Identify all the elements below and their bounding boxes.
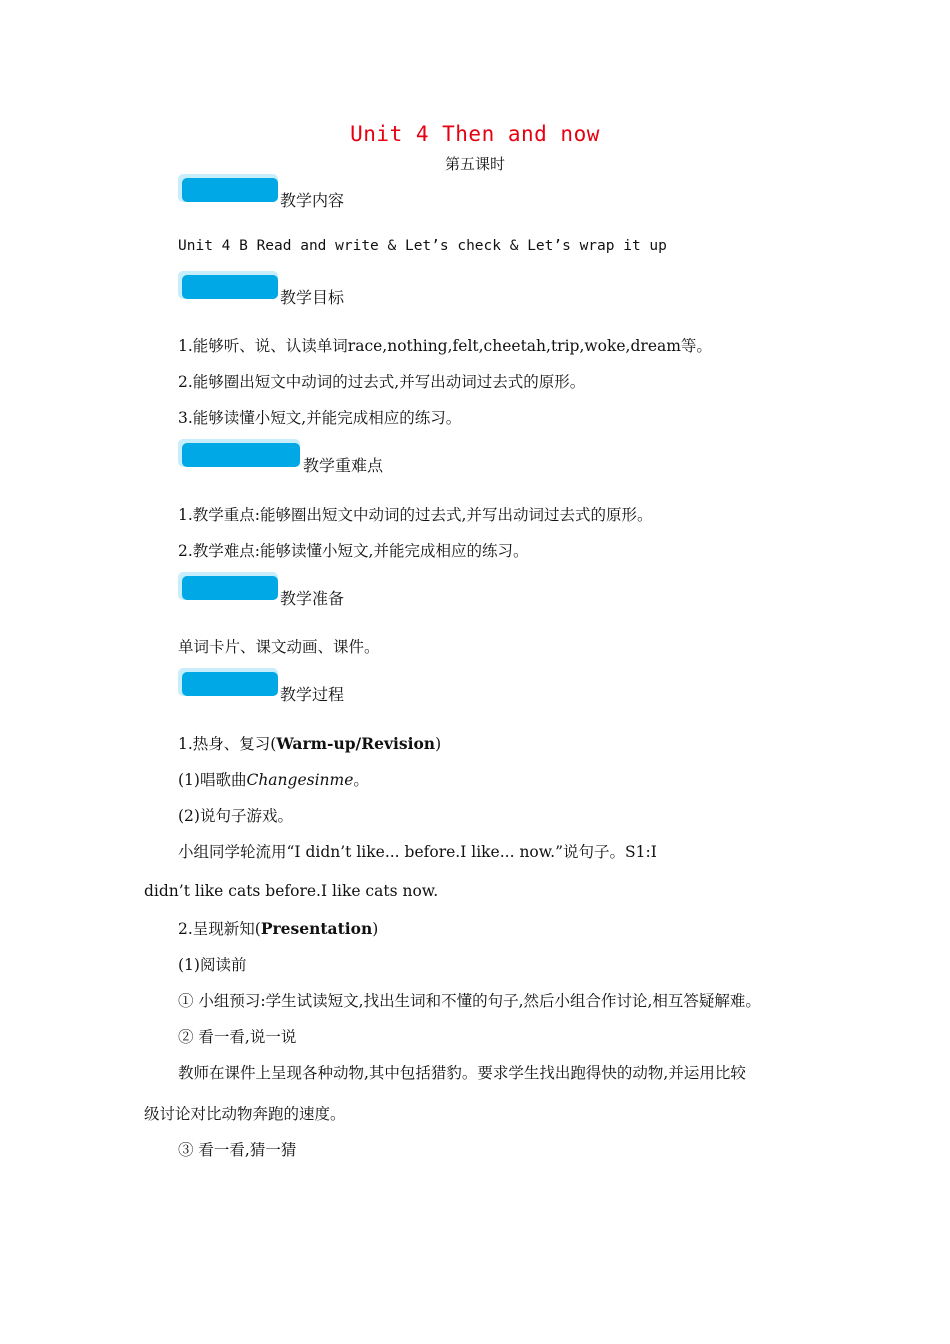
goal-item: 2.能够圈出短文中动词的过去式,并写出动词过去式的原形。 [178, 373, 586, 391]
paragraph-line: didn’t like cats before.I like cats now. [144, 882, 439, 900]
section-tab-marker [178, 174, 278, 202]
paragraph-line: 小组同学轮流用“I didn’t like... before.I like... now.”说句子。S1:I [178, 843, 657, 861]
process-step-1-2: (2)说句子游戏。 [178, 807, 293, 825]
process-step-2-1: (1)阅读前 [178, 956, 247, 974]
step-label: (1)唱歌曲 [178, 771, 247, 789]
section-title: 教学重难点 [303, 456, 384, 475]
process-step-1-1 [178, 768, 369, 790]
section-tab-marker [178, 271, 278, 299]
process-step-2 [178, 917, 378, 939]
process-substep: ① 小组预习:学生试读短文,找出生词和不懂的句子,然后小组合作讨论,相互答疑解难。 [178, 992, 761, 1010]
step-en-label: Presentation [260, 919, 373, 938]
section-tab-marker [178, 668, 278, 696]
section-title: 教学过程 [280, 685, 345, 704]
section-title: 教学准备 [280, 589, 345, 608]
process-substep: ③ 看一看,猜一猜 [178, 1141, 297, 1159]
page-title: Unit 4 Then and now [350, 122, 600, 146]
step-suffix: 。 [353, 771, 369, 789]
process-step-1 [178, 732, 441, 754]
process-substep: ② 看一看,说一说 [178, 1028, 297, 1046]
step-suffix: ) [435, 735, 442, 753]
section-title: 教学目标 [280, 288, 345, 307]
goal-item: 3.能够读懂小短文,并能完成相应的练习。 [178, 409, 462, 427]
paragraph-line: 级讨论对比动物奔跑的速度。 [144, 1105, 346, 1123]
keypoint-item: 1.教学重点:能够圈出短文中动词的过去式,并写出动词过去式的原形。 [178, 506, 653, 524]
step-en-label: Warm-up/Revision [276, 734, 436, 753]
section-title: 教学内容 [280, 191, 345, 210]
step-suffix: ) [372, 920, 379, 938]
lesson-number: 第五课时 [444, 155, 505, 173]
step-label: 2.呈现新知( [178, 920, 261, 938]
prep-text: 单词卡片、课文动画、课件。 [178, 638, 380, 656]
paragraph-line: 教师在课件上呈现各种动物,其中包括猎豹。要求学生找出跑得快的动物,并运用比较 [178, 1064, 746, 1082]
content-text: Unit 4 B Read and write & Let’s check & Let’s wrap it up [178, 238, 667, 254]
song-title: Changesinme [246, 771, 354, 789]
keypoint-item: 2.教学难点:能够读懂小短文,并能完成相应的练习。 [178, 542, 529, 560]
section-tab-marker [178, 572, 278, 600]
section-tab-marker [178, 439, 300, 467]
step-label: 1.热身、复习( [178, 735, 277, 753]
goal-item: 1.能够听、说、认读单词race,nothing,felt,cheetah,trip,woke,dream等。 [178, 337, 712, 355]
